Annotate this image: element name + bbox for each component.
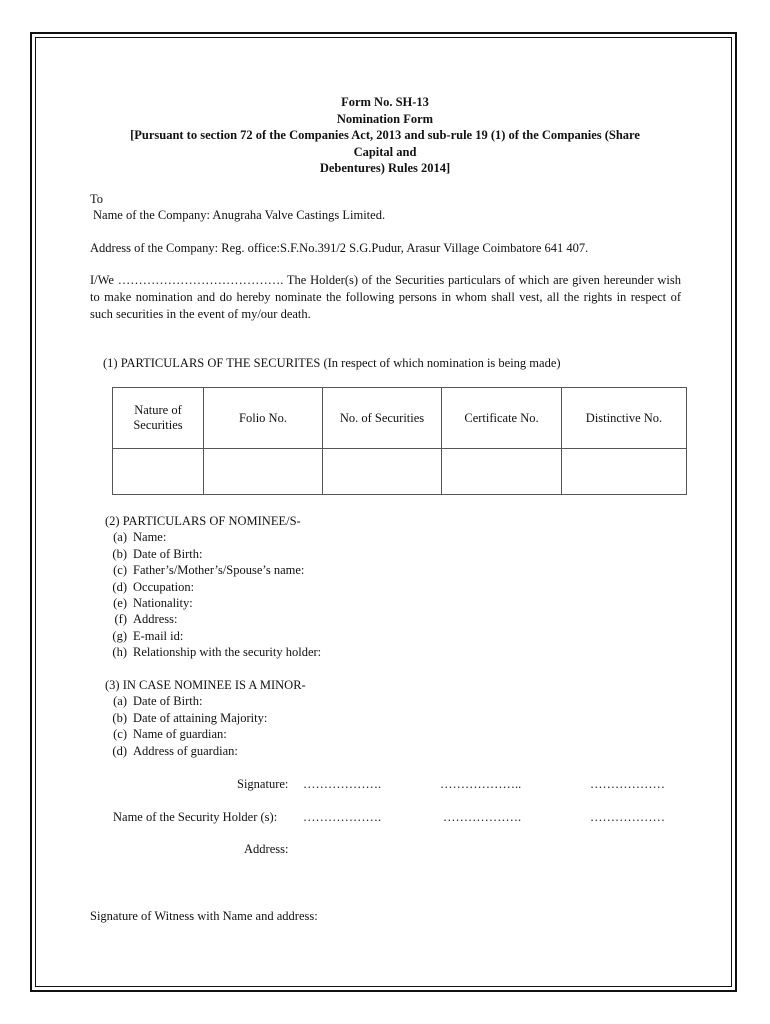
- list-item-label: (g): [112, 628, 127, 643]
- list-item-label: (h): [112, 645, 127, 660]
- section-minor-title: (3) IN CASE NOMINEE IS A MINOR-: [105, 678, 306, 692]
- table-cell[interactable]: [113, 449, 204, 495]
- list-item: [105, 628, 321, 644]
- company-address: Address of the Company: Reg. office:S.F.No.391/2 S.G.Pudur, Arasur Village Coimbatore 641 407.: [90, 241, 589, 255]
- nominee-items: [105, 529, 321, 660]
- list-item-text: Address:: [133, 612, 178, 627]
- page-border-inner: [35, 37, 732, 987]
- col-no-of-securities: No. of Securities: [323, 388, 442, 449]
- table-cell[interactable]: [562, 449, 687, 495]
- list-item-text: Nationality:: [133, 596, 193, 611]
- list-item-text: Name:: [133, 530, 167, 545]
- list-item-text: E-mail id:: [133, 628, 184, 643]
- declaration-paragraph: I/We …………………………………. The Holder(s) of the Securities particulars of which are given hereunder wish to make nomination and do hereby nominate the following persons in whom shall vest, all the rights in respect of such securities in the event of my/our death.: [90, 273, 681, 321]
- list-item: [105, 562, 321, 578]
- table-cell[interactable]: [323, 449, 442, 495]
- holder-name-dots-2: ……………….: [443, 810, 522, 824]
- company-name: Name of the Company: Anugraha Valve Castings Limited.: [93, 208, 386, 222]
- list-item-label: (b): [112, 546, 127, 561]
- pursuant-line-3: Debentures) Rules 2014]: [319, 161, 451, 175]
- table-header-row: [113, 388, 687, 449]
- list-item: [105, 693, 306, 709]
- holder-name-label: Name of the Security Holder (s):: [113, 810, 278, 824]
- section-nominee-title: (2) PARTICULARS OF NOMINEE/S-: [105, 514, 301, 528]
- minor-section: [105, 677, 306, 759]
- holder-name-dots-1: ……………….: [303, 810, 382, 824]
- list-item-label: (d): [112, 743, 127, 758]
- signature-dots-1: ……………….: [303, 777, 382, 791]
- table-row: [113, 449, 687, 495]
- list-item: [105, 710, 306, 726]
- col-nature-of-securities: Nature of Securities: [113, 388, 204, 449]
- list-item-text: Father’s/Mother’s/Spouse’s name:: [133, 563, 305, 578]
- col-distinctive-no: Distinctive No.: [562, 388, 687, 449]
- list-item-label: (b): [112, 710, 127, 725]
- col-folio-no: Folio No.: [204, 388, 323, 449]
- witness-label: Signature of Witness with Name and address:: [90, 909, 318, 923]
- list-item: [105, 529, 321, 545]
- table-cell[interactable]: [204, 449, 323, 495]
- list-item-text: Address of guardian:: [133, 743, 238, 758]
- pursuant-line-1: [Pursuant to section 72 of the Companies Act, 2013 and sub-rule 19 (1) of the Companies (Share: [130, 128, 640, 142]
- list-item: [105, 726, 306, 742]
- list-item: [105, 546, 321, 562]
- list-item: [105, 743, 306, 759]
- list-item: [105, 595, 321, 611]
- list-item-text: Name of guardian:: [133, 727, 227, 742]
- table-cell[interactable]: [442, 449, 562, 495]
- address-label: Address:: [244, 842, 289, 856]
- list-item-label: (e): [113, 596, 127, 611]
- list-item-text: Date of Birth:: [133, 694, 203, 709]
- list-item-text: Relationship with the security holder:: [133, 645, 322, 660]
- list-item-label: (c): [113, 727, 127, 742]
- to-label: To: [90, 192, 104, 206]
- col-certificate-no: Certificate No.: [442, 388, 562, 449]
- list-item-label: (f): [114, 612, 127, 627]
- list-item-label: (d): [112, 579, 127, 594]
- list-item-text: Date of Birth:: [133, 546, 203, 561]
- minor-items: [105, 693, 306, 759]
- section-securities-title: (1) PARTICULARS OF THE SECURITES (In respect of which nomination is being made): [103, 356, 561, 370]
- list-item-text: Date of attaining Majority:: [133, 710, 268, 725]
- signature-dots-3: ………………: [590, 777, 665, 791]
- list-item: [105, 611, 321, 627]
- form-number: Form No. SH-13: [341, 95, 429, 109]
- form-header: [90, 94, 680, 177]
- list-item: [105, 644, 321, 660]
- list-item-label: (a): [113, 530, 127, 545]
- pursuant-line-2: Capital and: [353, 144, 417, 159]
- nominee-section: [105, 513, 321, 661]
- list-item-label: (c): [113, 563, 127, 578]
- list-item-text: Occupation:: [133, 579, 195, 594]
- list-item: [105, 579, 321, 595]
- holder-name-dots-3: ………………: [590, 810, 665, 824]
- form-title: Nomination Form: [336, 111, 434, 126]
- securities-table: [112, 387, 687, 495]
- signature-dots-2: ………………..: [440, 777, 522, 791]
- list-item-label: (a): [113, 694, 127, 709]
- signature-label: Signature:: [237, 777, 289, 791]
